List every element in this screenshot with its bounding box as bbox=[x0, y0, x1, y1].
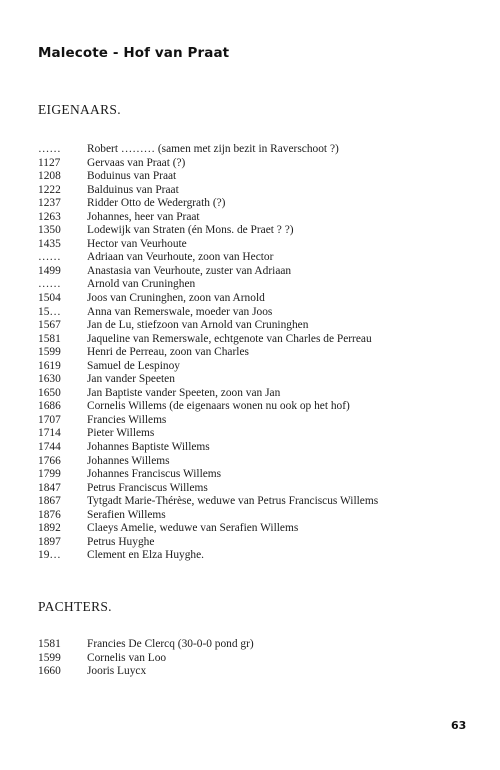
list-item bbox=[38, 387, 478, 401]
record-year: 1867 bbox=[38, 495, 61, 508]
list-item bbox=[38, 536, 478, 550]
record-text: Jaqueline van Remerswale, echtgenote van Charles de Perreau bbox=[87, 332, 372, 345]
record-text: Lodewijk van Straten (én Mons. de Praet ? ?) bbox=[87, 224, 294, 237]
list-item bbox=[38, 224, 478, 238]
record-text: Henri de Perreau, zoon van Charles bbox=[87, 346, 249, 359]
list-item bbox=[38, 197, 478, 211]
tenants-heading: PACHTERS. bbox=[38, 599, 112, 614]
record-text: Johannes Willems bbox=[87, 454, 170, 467]
record-year: 15… bbox=[38, 305, 61, 318]
list-item bbox=[38, 238, 478, 252]
owners-list bbox=[38, 143, 478, 563]
record-year: 1263 bbox=[38, 210, 61, 223]
record-year: 1897 bbox=[38, 535, 61, 548]
list-item bbox=[38, 319, 478, 333]
record-year: 1222 bbox=[38, 183, 61, 196]
list-item bbox=[38, 346, 478, 360]
list-item bbox=[38, 211, 478, 225]
record-year: …… bbox=[38, 251, 61, 264]
list-item bbox=[38, 638, 478, 652]
list-item bbox=[38, 665, 478, 679]
list-item bbox=[38, 251, 478, 265]
record-year: 1599 bbox=[38, 346, 61, 359]
list-item bbox=[38, 265, 478, 279]
record-text: Anastasia van Veurhoute, zuster van Adriaan bbox=[87, 264, 292, 277]
list-item bbox=[38, 522, 478, 536]
record-text: Jan de Lu, stiefzoon van Arnold van Cruninghen bbox=[87, 319, 309, 332]
list-item bbox=[38, 414, 478, 428]
record-year: 1744 bbox=[38, 441, 61, 454]
record-text: Johannes Franciscus Willems bbox=[87, 468, 222, 481]
record-year: 1650 bbox=[38, 386, 61, 399]
tenants-list bbox=[38, 638, 478, 679]
record-year: 1581 bbox=[38, 638, 61, 650]
list-item bbox=[38, 495, 478, 509]
list-item bbox=[38, 333, 478, 347]
record-text: Johannes, heer van Praat bbox=[87, 210, 200, 223]
record-text: Balduinus van Praat bbox=[87, 183, 179, 196]
list-item bbox=[38, 549, 478, 563]
record-year: 1619 bbox=[38, 359, 61, 372]
record-year: 1237 bbox=[38, 197, 61, 210]
record-text: Francies De Clercq (30-0-0 pond gr) bbox=[87, 638, 254, 650]
list-item bbox=[38, 509, 478, 523]
list-item bbox=[38, 373, 478, 387]
record-year: 1208 bbox=[38, 170, 61, 183]
record-text: Tytgadt Marie-Thérèse, weduwe van Petrus Franciscus Willems bbox=[87, 495, 379, 508]
list-item bbox=[38, 468, 478, 482]
owners-heading: EIGENAARS. bbox=[38, 102, 121, 117]
record-text: Samuel de Lespinoy bbox=[87, 359, 181, 372]
record-year: 1504 bbox=[38, 292, 61, 305]
list-item bbox=[38, 400, 478, 414]
record-text: Pieter Willems bbox=[87, 427, 155, 440]
record-text: Jan vander Speeten bbox=[87, 373, 175, 386]
record-text: Joos van Cruninghen, zoon van Arnold bbox=[87, 292, 265, 305]
record-year: 1599 bbox=[38, 651, 61, 664]
record-text: Johannes Baptiste Willems bbox=[87, 441, 210, 454]
record-text: Robert ……… (samen met zijn bezit in Raverschoot ?) bbox=[87, 143, 339, 155]
record-year: 1499 bbox=[38, 264, 61, 277]
record-year: 1567 bbox=[38, 319, 61, 332]
record-year: 1799 bbox=[38, 468, 61, 481]
list-item bbox=[38, 455, 478, 469]
record-text: Clement en Elza Huyghe. bbox=[87, 549, 205, 562]
record-text: Gervaas van Praat (?) bbox=[87, 156, 186, 169]
record-year: 1847 bbox=[38, 481, 61, 494]
record-year: 1876 bbox=[38, 508, 61, 521]
list-item bbox=[38, 157, 478, 171]
list-item bbox=[38, 170, 478, 184]
record-text: Hector van Veurhoute bbox=[87, 237, 187, 250]
list-item bbox=[38, 143, 478, 157]
list-item bbox=[38, 482, 478, 496]
record-text: Claeys Amelie, weduwe van Serafien Willems bbox=[87, 522, 299, 535]
record-year: 1686 bbox=[38, 400, 61, 413]
record-text: Serafien Willems bbox=[87, 508, 166, 521]
list-item bbox=[38, 441, 478, 455]
list-item bbox=[38, 360, 478, 374]
record-text: Jan Baptiste vander Speeten, zoon van Jan bbox=[87, 386, 281, 399]
record-text: Francies Willems bbox=[87, 413, 167, 426]
list-item bbox=[38, 278, 478, 292]
record-text: Anna van Remerswale, moeder van Joos bbox=[87, 305, 273, 318]
list-item bbox=[38, 292, 478, 306]
record-year: 1660 bbox=[38, 665, 61, 678]
record-text: Jooris Luycx bbox=[87, 665, 147, 678]
record-text: Petrus Huyghe bbox=[87, 535, 155, 548]
record-text: Boduinus van Praat bbox=[87, 170, 177, 183]
record-text: Cornelis Willems (de eigenaars wonen nu ook op het hof) bbox=[87, 400, 350, 413]
record-text: Cornelis van Loo bbox=[87, 651, 167, 664]
record-year: 1892 bbox=[38, 522, 61, 535]
record-text: Arnold van Cruninghen bbox=[87, 278, 196, 291]
record-year: 1630 bbox=[38, 373, 61, 386]
list-item bbox=[38, 306, 478, 320]
record-text: Petrus Franciscus Willems bbox=[87, 481, 208, 494]
list-item bbox=[38, 652, 478, 666]
record-year: …… bbox=[38, 278, 61, 291]
list-item bbox=[38, 184, 478, 198]
record-year: 1435 bbox=[38, 237, 61, 250]
record-year: 1766 bbox=[38, 454, 61, 467]
record-year: 1707 bbox=[38, 413, 61, 426]
record-year: 1714 bbox=[38, 427, 61, 440]
record-year: 1127 bbox=[38, 156, 61, 169]
record-year: …… bbox=[38, 143, 61, 155]
record-year: 1581 bbox=[38, 332, 61, 345]
record-text: Ridder Otto de Wedergrath (?) bbox=[87, 197, 226, 210]
record-text: Adriaan van Veurhoute, zoon van Hector bbox=[87, 251, 274, 264]
record-year: 1350 bbox=[38, 224, 61, 237]
page-title: Malecote - Hof van Praat bbox=[38, 45, 230, 61]
record-year: 19… bbox=[38, 549, 61, 562]
page-number: 63 bbox=[451, 719, 467, 732]
list-item bbox=[38, 427, 478, 441]
